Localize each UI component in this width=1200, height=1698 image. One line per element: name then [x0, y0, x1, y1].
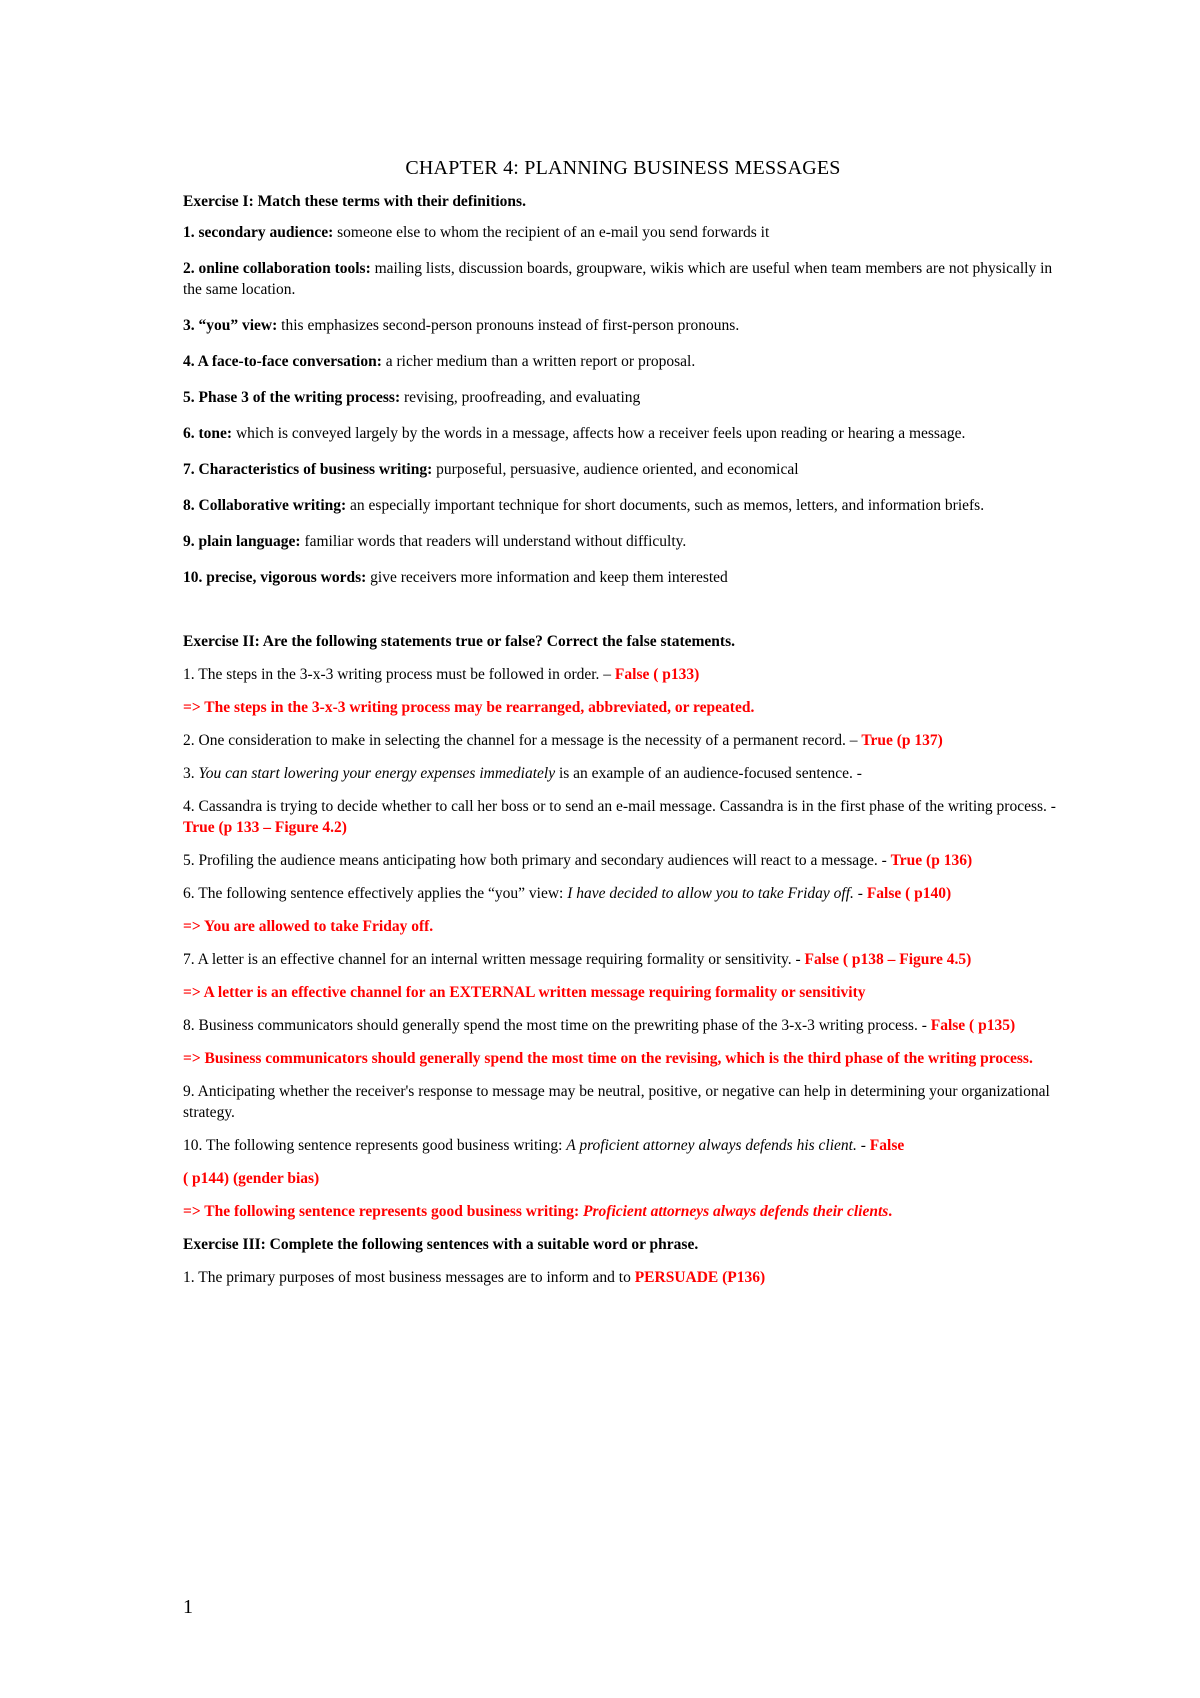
term: Characteristics of business writing:: [198, 461, 433, 478]
exercise1-heading: Exercise I: Match these terms with their definitions.: [183, 193, 526, 210]
statement-10: 10. The following sentence represents good business writing: A proficient attorney always defends his client. - False: [183, 1137, 905, 1154]
statement-5: 5. Profiling the audience means anticipating how both primary and secondary audiences will react to a message. - True (p 136): [183, 852, 973, 869]
statement-9: 9. Anticipating whether the receiver's response to message may be neutral, positive, or negative can help in determining your organizational strategy.: [183, 1083, 1050, 1121]
term-item: 8. Collaborative writing: an especially important technique for short documents, such as memos, letters, and information briefs.: [183, 497, 985, 514]
exercise3-heading: Exercise III: Complete the following sentences with a suitable word or phrase.: [183, 1236, 699, 1253]
term: Collaborative writing:: [198, 497, 347, 514]
document-page: [183, 158, 1063, 1300]
definition: an especially important technique for short documents, such as memos, letters, and information briefs.: [346, 497, 985, 514]
exercise1-list: [183, 222, 1063, 588]
definition: purposeful, persuasive, audience oriented, and economical: [432, 461, 799, 478]
term: plain language:: [198, 533, 301, 550]
definition: this emphasizes second-person pronouns instead of first-person pronouns.: [277, 317, 740, 334]
definition: give receivers more information and keep them interested: [366, 569, 728, 586]
definition: familiar words that readers will understand without difficulty.: [300, 533, 687, 550]
term-item: 4. A face-to-face conversation: a richer medium than a written report or proposal.: [183, 353, 696, 370]
correction-6: => You are allowed to take Friday off.: [183, 918, 434, 935]
term: “you” view:: [198, 317, 278, 334]
correction-10: => The following sentence represents good business writing: Proficient attorneys always defends their clients.: [183, 1203, 893, 1220]
page-number: 1: [183, 1596, 193, 1618]
term: online collaboration tools:: [198, 260, 371, 277]
term: Phase 3 of the writing process:: [198, 389, 401, 406]
exercise3-item-1: 1. The primary purposes of most business messages are to inform and to PERSUADE (P136): [183, 1269, 766, 1286]
term-item: 3. “you” view: this emphasizes second-person pronouns instead of first-person pronouns.: [183, 317, 740, 334]
exercise2-heading: Exercise II: Are the following statements true or false? Correct the false statements.: [183, 633, 735, 650]
correction-8: => Business communicators should generally spend the most time on the revising, which is the third phase of the writing process.: [183, 1050, 1033, 1067]
term-item: 10. precise, vigorous words: give receivers more information and keep them interested: [183, 569, 728, 586]
definition: a richer medium than a written report or proposal.: [381, 353, 696, 370]
definition: mailing lists, discussion boards, groupware, wikis which are useful when team members are not physically in the same location.: [183, 260, 1053, 298]
definition: which is conveyed largely by the words in a message, affects how a receiver feels upon reading or hearing a message.: [232, 425, 966, 442]
statement-8: 8. Business communicators should generally spend the most time on the prewriting phase of the 3-x-3 writing process. - False ( p135): [183, 1017, 1016, 1034]
statement-3: 3. You can start lowering your energy expenses immediately is an example of an audience-focused sentence. -: [183, 765, 862, 782]
term-item: 2. online collaboration tools: mailing lists, discussion boards, groupware, wikis which are useful when team members are not physically in the same location.: [183, 260, 1053, 298]
term-item: 1. secondary audience: someone else to whom the recipient of an e-mail you send forwards it: [183, 224, 770, 241]
term-item: 7. Characteristics of business writing: purposeful, persuasive, audience oriented, and economical: [183, 461, 799, 478]
term: precise, vigorous words:: [206, 569, 367, 586]
term: A face-to-face conversation:: [197, 353, 382, 370]
correction-7: => A letter is an effective channel for an EXTERNAL written message requiring formality or sensitivity: [183, 984, 866, 1001]
term-item: 9. plain language: familiar words that readers will understand without difficulty.: [183, 533, 687, 550]
term-item: 5. Phase 3 of the writing process: revising, proofreading, and evaluating: [183, 389, 641, 406]
statement-2: 2. One consideration to make in selecting the channel for a message is the necessity of a permanent record. – True (p 137): [183, 732, 943, 749]
statement-6: 6. The following sentence effectively applies the “you” view: I have decided to allow you to take Friday off. - False ( p140): [183, 885, 952, 902]
definition: someone else to whom the recipient of an e-mail you send forwards it: [333, 224, 770, 241]
definition: revising, proofreading, and evaluating: [400, 389, 641, 406]
statement-10-reference: ( p144) (gender bias): [183, 1170, 320, 1187]
term-item: 6. tone: which is conveyed largely by the words in a message, affects how a receiver feels upon reading or hearing a message.: [183, 425, 966, 442]
term: secondary audience:: [198, 224, 334, 241]
statement-4: 4. Cassandra is trying to decide whether to call her boss or to send an e-mail message. Cassandra is in the first phase of the writing process. - True (p 133 – Figure 4.2): [183, 798, 1056, 836]
statement-1: 1. The steps in the 3-x-3 writing process must be followed in order. – False ( p133): [183, 666, 700, 683]
page-title: CHAPTER 4: PLANNING BUSINESS MESSAGES: [405, 157, 841, 179]
correction-1: => The steps in the 3-x-3 writing process may be rearranged, abbreviated, or repeated.: [183, 699, 755, 716]
term: tone:: [198, 425, 233, 442]
statement-7: 7. A letter is an effective channel for an internal written message requiring formality or sensitivity. - False ( p138 – Figure 4.5): [183, 951, 972, 968]
